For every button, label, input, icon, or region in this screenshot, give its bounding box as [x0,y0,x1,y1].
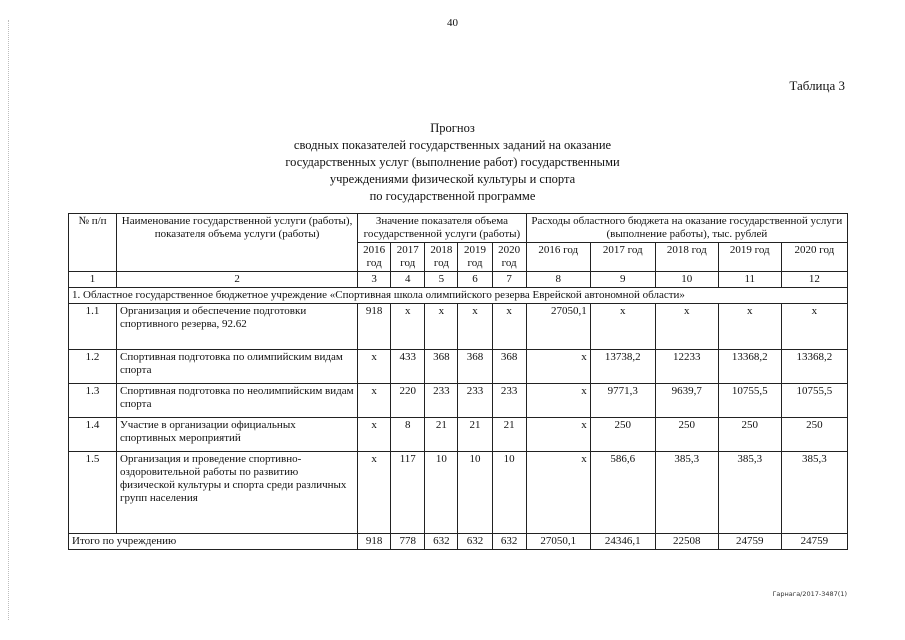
expense-cell: 250 [590,418,655,452]
volume-cell: 220 [391,384,425,418]
expense-cell: 385,3 [781,452,847,534]
document-title [0,120,905,205]
volume-cell: х [458,304,492,350]
column-number: 7 [492,272,526,288]
volume-cell: 233 [492,384,526,418]
volume-cell: х [391,304,425,350]
volume-cell: 117 [391,452,425,534]
expense-cell: 13368,2 [718,350,781,384]
volume-year-header: 2019 год [458,243,492,272]
expense-cell: х [526,418,590,452]
volume-cell: 368 [492,350,526,384]
column-number: 12 [781,272,847,288]
scan-edge-marks [8,20,9,620]
row-number: 1.3 [69,384,117,418]
volume-cell: 21 [425,418,458,452]
expense-cell: х [718,304,781,350]
table-row [69,452,848,534]
volume-cell: 433 [391,350,425,384]
volume-cell: 21 [492,418,526,452]
total-row [69,534,848,550]
expense-year-header: 2017 год [590,243,655,272]
expense-cell: 12233 [655,350,718,384]
header-name: Наименование государственной услуги (работы), показателя объема услуги (работы) [117,214,358,272]
column-number: 3 [358,272,391,288]
volume-cell: 233 [425,384,458,418]
expense-cell: 13368,2 [781,350,847,384]
total-expense-cell: 22508 [655,534,718,550]
table-row [69,384,848,418]
volume-cell: 368 [458,350,492,384]
header-num: № п/п [69,214,117,272]
row-number: 1.2 [69,350,117,384]
service-name: Организация и обеспечение подготовки спортивного резерва, 92.62 [117,304,358,350]
expense-cell: 9639,7 [655,384,718,418]
volume-cell: 918 [358,304,391,350]
service-name: Участие в организации официальных спортивных мероприятий [117,418,358,452]
document-code: Гарнага/2017-3487(1) [772,590,847,598]
expense-cell: 27050,1 [526,304,590,350]
title-line: государственных услуг (выполнение работ) государственными [285,155,620,169]
expense-year-header: 2020 год [781,243,847,272]
title-line: по государственной программе [369,189,536,203]
expense-cell: х [590,304,655,350]
header-row-1 [69,214,848,243]
expense-cell: 250 [781,418,847,452]
expense-cell: х [526,350,590,384]
title-line: сводных показателей государственных заданий на оказание [293,138,612,152]
column-number-row [69,272,848,288]
row-number: 1.1 [69,304,117,350]
volume-cell: 10 [425,452,458,534]
total-volume-cell: 632 [492,534,526,550]
volume-cell: 10 [492,452,526,534]
total-expense-cell: 27050,1 [526,534,590,550]
total-volume-cell: 632 [425,534,458,550]
title-line: учреждениями физической культуры и спорта [329,172,576,186]
expense-cell: 250 [718,418,781,452]
column-number: 11 [718,272,781,288]
volume-cell: х [358,384,391,418]
expense-cell: х [655,304,718,350]
table-body [69,304,848,534]
expense-cell: 385,3 [655,452,718,534]
row-number: 1.4 [69,418,117,452]
column-number: 4 [391,272,425,288]
volume-cell: х [358,418,391,452]
total-label: Итого по учреждению [69,534,358,550]
volume-year-header: 2018 год [425,243,458,272]
total-volume-cell: 632 [458,534,492,550]
column-number: 9 [590,272,655,288]
service-name: Спортивная подготовка по олимпийским видам спорта [117,350,358,384]
total-volume-cell: 918 [358,534,391,550]
volume-cell: х [425,304,458,350]
service-name: Спортивная подготовка по неолимпийским видам спорта [117,384,358,418]
volume-cell: 10 [458,452,492,534]
total-volume-cell: 778 [391,534,425,550]
expense-year-header: 2018 год [655,243,718,272]
expense-year-header: 2019 год [718,243,781,272]
volume-year-header: 2017 год [391,243,425,272]
volume-cell: 21 [458,418,492,452]
column-number: 1 [69,272,117,288]
table-row [69,350,848,384]
column-number: 10 [655,272,718,288]
header-volume-group: Значение показателя объема государственной услуги (работы) [358,214,527,243]
total-expense-cell: 24759 [781,534,847,550]
forecast-table [68,213,848,550]
expense-cell: 10755,5 [718,384,781,418]
total-expense-cell: 24346,1 [590,534,655,550]
volume-cell: 233 [458,384,492,418]
volume-year-header: 2020 год [492,243,526,272]
column-number: 2 [117,272,358,288]
volume-year-header: 2016 год [358,243,391,272]
expense-cell: 9771,3 [590,384,655,418]
volume-cell: х [492,304,526,350]
column-number: 6 [458,272,492,288]
organization-row [69,288,848,304]
column-number: 5 [425,272,458,288]
column-number: 8 [526,272,590,288]
expense-cell: 586,6 [590,452,655,534]
table-row [69,304,848,350]
header-expense-group: Расходы областного бюджета на оказание государственной услуги (выполнение работы), тыс. рублей [526,214,847,243]
volume-cell: 368 [425,350,458,384]
row-number: 1.5 [69,452,117,534]
expense-cell: 250 [655,418,718,452]
title-line: Прогноз [430,121,475,135]
page-number: 40 [447,17,458,29]
expense-cell: х [781,304,847,350]
expense-cell: 385,3 [718,452,781,534]
total-expense-cell: 24759 [718,534,781,550]
expense-cell: х [526,452,590,534]
expense-cell: х [526,384,590,418]
organization-name: 1. Областное государственное бюджетное учреждение «Спортивная школа олимпийского резерва Еврейской автономной области» [69,288,848,304]
volume-cell: х [358,452,391,534]
expense-cell: 10755,5 [781,384,847,418]
table-row [69,418,848,452]
table-label: Таблица 3 [789,78,845,93]
expense-cell: 13738,2 [590,350,655,384]
expense-year-header: 2016 год [526,243,590,272]
volume-cell: 8 [391,418,425,452]
volume-cell: х [358,350,391,384]
service-name: Организация и проведение спортивно-оздоровительной работы по развитию физической культуры и спорта среди различных групп населения [117,452,358,534]
